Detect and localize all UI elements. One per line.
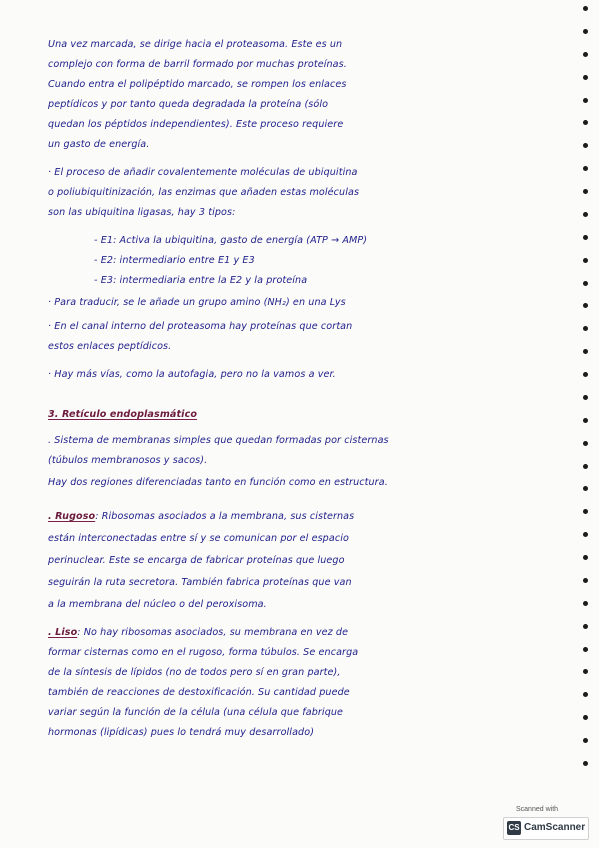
text-line xyxy=(48,628,348,638)
list-item: - E3: intermediaria entre la E2 y la proteína xyxy=(94,275,308,286)
binding-hole xyxy=(583,52,588,57)
list-item: - E1: Activa la ubiquitina, gasto de energía (ATP → AMP) xyxy=(94,235,368,246)
liso-label: . Liso xyxy=(48,627,78,638)
text-line xyxy=(48,512,354,522)
binding-hole xyxy=(583,120,588,125)
binding-hole xyxy=(583,692,588,697)
binding-hole xyxy=(583,166,588,171)
camscanner-icon: CS xyxy=(507,821,521,835)
text-line: de la síntesis de lípidos (no de todos pero sí en gran parte), xyxy=(48,667,341,678)
binding-hole xyxy=(583,486,588,491)
text-line: Hay dos regiones diferenciadas tanto en función como en estructura. xyxy=(48,477,388,488)
liso-text: : No hay ribosomas asociados, su membrana en vez de xyxy=(77,627,349,638)
text-line: son las ubiquitina ligasas, hay 3 tipos: xyxy=(48,207,236,218)
spiral-binding xyxy=(583,6,589,766)
text-line: perinuclear. Este se encarga de fabricar proteínas que luego xyxy=(48,555,345,566)
text-line: Una vez marcada, se dirige hacia el proteasoma. Este es un xyxy=(48,39,343,50)
binding-hole xyxy=(583,395,588,400)
camscanner-brand: CamScanner xyxy=(524,822,586,833)
binding-hole xyxy=(583,647,588,652)
binding-hole xyxy=(583,715,588,720)
text-line: (túbulos membranosos y sacos). xyxy=(48,455,208,466)
text-line: Cuando entra el polipéptido marcado, se rompen los enlaces xyxy=(48,79,347,90)
binding-hole xyxy=(583,281,588,286)
binding-hole xyxy=(583,441,588,446)
text-line: a la membrana del núcleo o del peroxisoma. xyxy=(48,599,267,610)
list-item: - E2: intermediario entre E1 y E3 xyxy=(94,255,255,266)
binding-hole xyxy=(583,303,588,308)
text-line: peptídicos y por tanto queda degradada la proteína (sólo xyxy=(48,99,329,110)
text-line: también de reacciones de destoxificación. Su cantidad puede xyxy=(48,687,350,698)
binding-hole xyxy=(583,349,588,354)
section-title: 3. Retículo endoplasmático xyxy=(48,409,198,420)
text-line: seguirán la ruta secretora. También fabrica proteínas que van xyxy=(48,577,352,588)
binding-hole xyxy=(583,578,588,583)
binding-hole xyxy=(583,509,588,514)
binding-hole xyxy=(583,532,588,537)
binding-hole xyxy=(583,418,588,423)
binding-hole xyxy=(583,29,588,34)
text-line: o poliubiquitinización, las enzimas que añaden estas moléculas xyxy=(48,187,360,198)
binding-hole xyxy=(583,372,588,377)
rugoso-text: : Ribosomas asociados a la membrana, sus cisternas xyxy=(95,511,355,522)
binding-hole xyxy=(583,143,588,148)
text-line: variar según la función de la célula (una célula que fabrique xyxy=(48,707,344,718)
list-item: · Hay más vías, como la autofagia, pero no la vamos a ver. xyxy=(48,369,336,380)
binding-hole xyxy=(583,669,588,674)
text-line: un gasto de energía. xyxy=(48,139,150,150)
text-line: quedan los péptidos independientes). Este proceso requiere xyxy=(48,119,344,130)
camscanner-watermark xyxy=(503,806,587,842)
binding-hole xyxy=(583,761,588,766)
text-line: hormonas (lipídicas) pues lo tendrá muy desarrollado) xyxy=(48,727,315,738)
binding-hole xyxy=(583,6,588,11)
list-item: estos enlaces peptídicos. xyxy=(48,341,172,352)
binding-hole xyxy=(583,601,588,606)
binding-hole xyxy=(583,624,588,629)
list-item: · En el canal interno del proteasoma hay proteínas que cortan xyxy=(48,321,353,332)
camscanner-logo xyxy=(503,817,589,840)
binding-hole xyxy=(583,212,588,217)
binding-hole xyxy=(583,738,588,743)
binding-hole xyxy=(583,189,588,194)
text-line: están interconectadas entre sí y se comunican por el espacio xyxy=(48,533,349,544)
list-item: · Para traducir, se le añade un grupo amino (NH₂) en una Lys xyxy=(48,297,346,308)
text-line: complejo con forma de barril formado por muchas proteínas. xyxy=(48,59,347,70)
binding-hole xyxy=(583,258,588,263)
rugoso-label: . Rugoso xyxy=(48,511,96,522)
binding-hole xyxy=(583,326,588,331)
binding-hole xyxy=(583,98,588,103)
text-line: · El proceso de añadir covalentemente moléculas de ubiquitina xyxy=(48,167,358,178)
text-line: . Sistema de membranas simples que quedan formadas por cisternas xyxy=(48,435,389,446)
binding-hole xyxy=(583,75,588,80)
binding-hole xyxy=(583,464,588,469)
binding-hole xyxy=(583,235,588,240)
scanned-with-label: Scanned with xyxy=(516,806,559,813)
binding-hole xyxy=(583,555,588,560)
text-line: formar cisternas como en el rugoso, forma túbulos. Se encarga xyxy=(48,647,359,658)
